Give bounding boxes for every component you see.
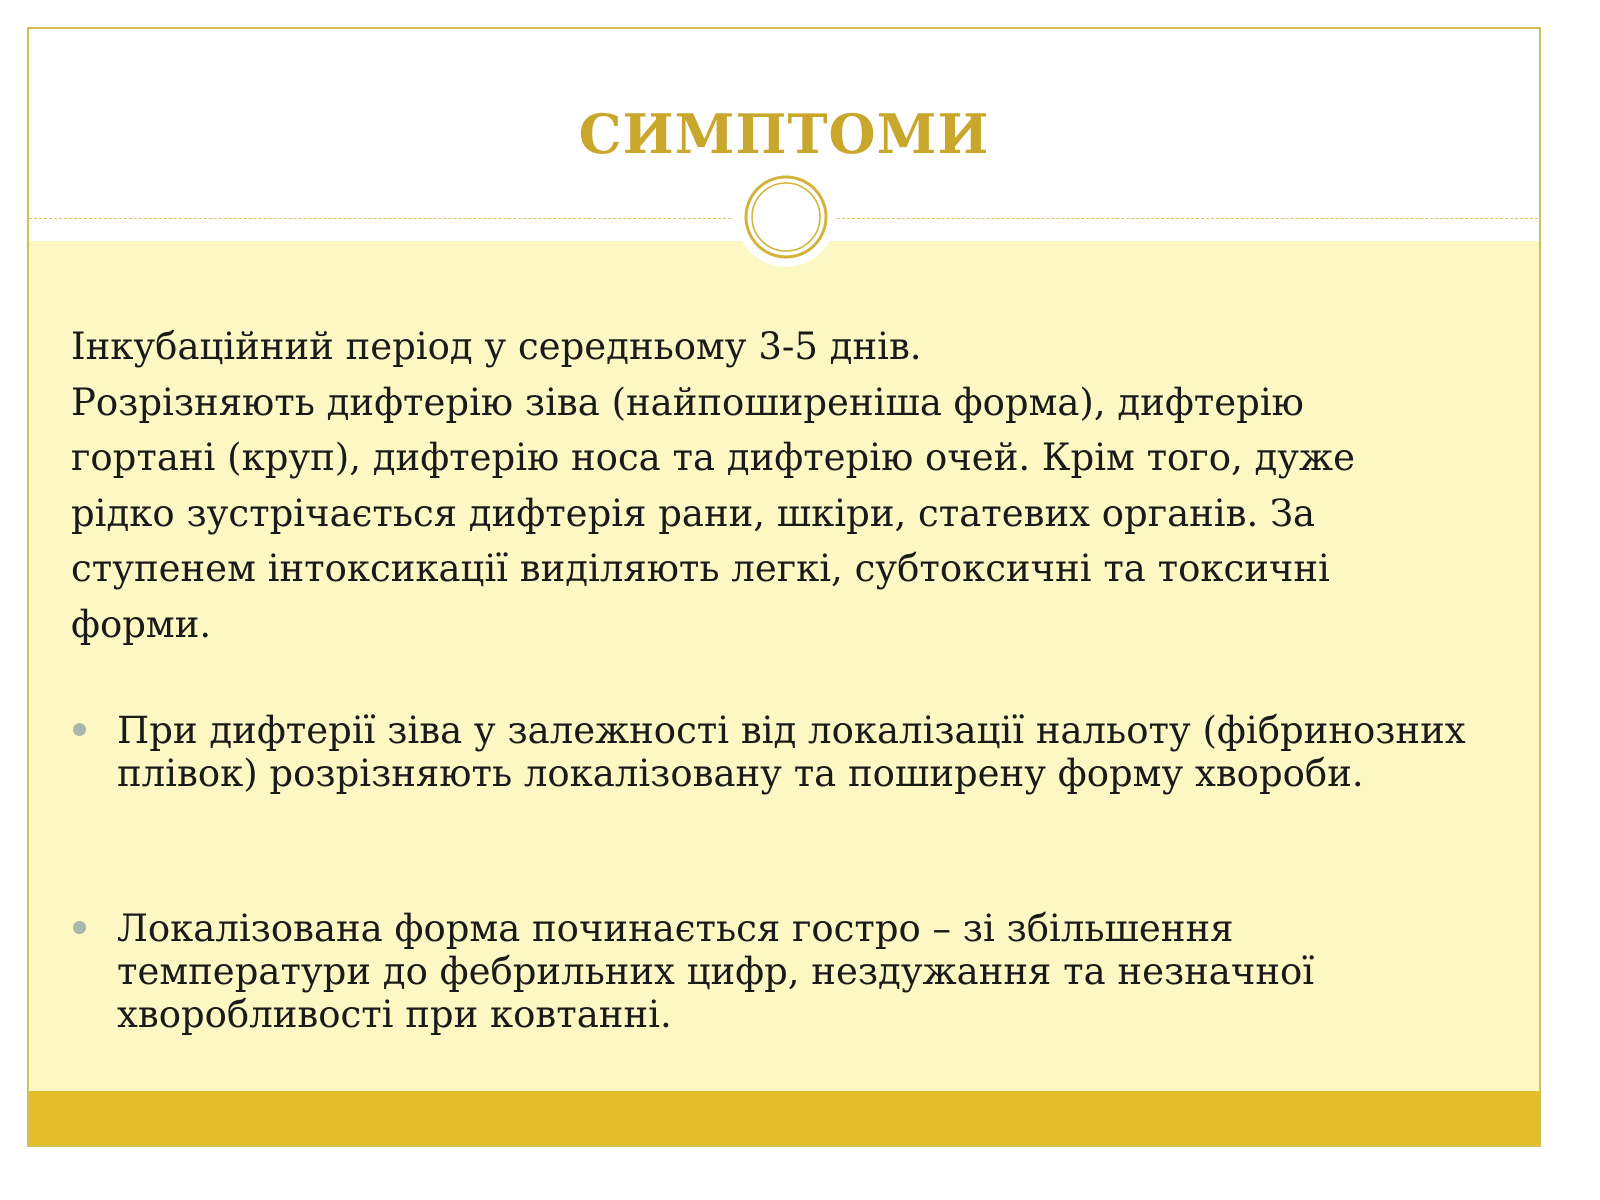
paragraph-line: ступенем інтоксикації виділяють легкі, субтоксичні та токсичні <box>71 547 1330 590</box>
paragraph-line: форми. <box>71 602 212 646</box>
bullet-text: Локалізована форма починається гостро – зі збільшення температури до фебрильних цифр, нездужання та незначної хворобливості при ковтанні. <box>117 907 1315 1036</box>
title-divider-left <box>29 218 731 219</box>
bullet-text: При дифтерії зіва у залежності від локалізації нальоту (фібринозних плівок) розрізняють локалізовану та поширену форму хвороби. <box>117 709 1466 795</box>
paragraph-line: рідко зустрічається дифтерія рани, шкіри, статевих органів. За <box>71 491 1316 535</box>
paragraph-line: Інкубаційний період у середньому 3-5 днів. <box>71 325 922 368</box>
paragraph-line: Розрізняють дифтерію зіва (найпоширеніша форма), дифтерію <box>71 380 1304 424</box>
paragraph-line: гортані (круп), дифтерію носа та дифтерію очей. Крім того, дуже <box>71 436 1355 479</box>
footer-bar <box>29 1091 1539 1145</box>
round-bullet-icon <box>73 921 86 934</box>
slide-title: СИМПТОМИ <box>578 102 990 166</box>
double-ring-ornament-icon <box>734 165 838 269</box>
round-bullet-icon <box>73 723 86 736</box>
title-divider-right <box>837 218 1541 219</box>
intro-paragraph <box>71 319 1491 652</box>
slide <box>27 27 1541 1147</box>
